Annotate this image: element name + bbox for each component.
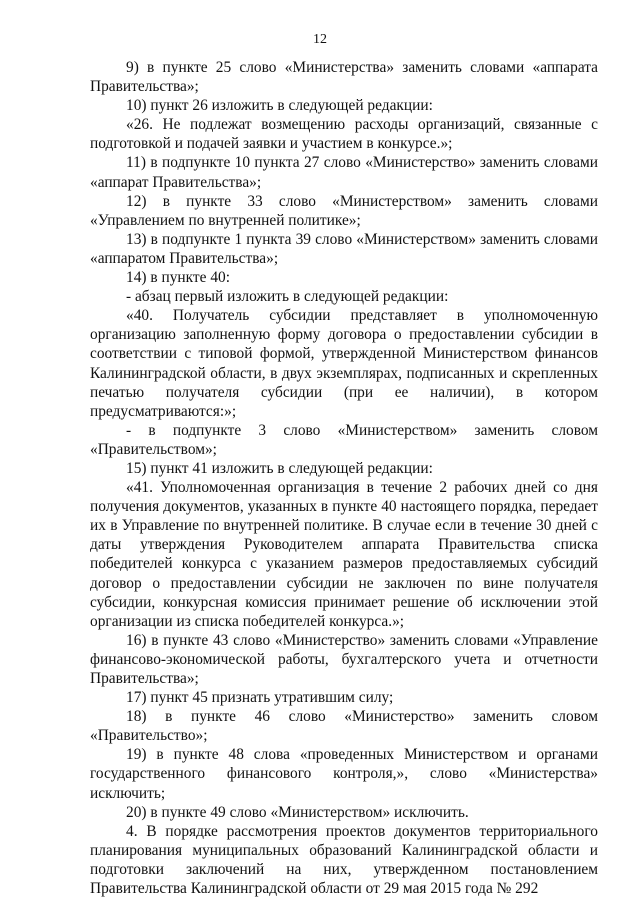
paragraph-item-13: 13) в подпункте 1 пункта 39 слово «Министерством» заменить словами «аппаратом Правительства»; xyxy=(90,230,598,267)
paragraph-item-18: 18) в пункте 46 слово «Министерство» заменить словом «Правительство»; xyxy=(90,708,598,745)
paragraph-item-14-dash-1: - абзац первый изложить в следующей редакции: xyxy=(126,288,449,306)
paragraph-item-11: 11) в подпункте 10 пункта 27 слово «Министерство» заменить словами «аппарат Правительства»; xyxy=(90,154,598,191)
paragraph-quote-26: «26. Не подлежат возмещению расходы организаций, связанные с подготовкой и подачей заявки и участием в конкурсе.»; xyxy=(90,116,598,153)
paragraph-item-12: 12) в пункте 33 слово «Министерством» заменить словами «Управлением по внутренней политике»; xyxy=(90,192,598,229)
paragraph-item-17: 17) пункт 45 признать утратившим силу; xyxy=(126,689,394,707)
paragraph-item-20: 20) в пункте 49 слово «Министерством» исключить. xyxy=(126,803,469,821)
paragraph-item-10: 10) пункт 26 изложить в следующей редакции: xyxy=(126,97,433,115)
paragraph-quote-41: «41. Уполномоченная организация в течение 2 рабочих дней со дня получения документов, указанных в пункте 40 настоящего порядка, передает их в Управление по внутренней политике. В случае если в течение 30 дней с даты утверждения Руководителем аппарата Правительства списка победителей конкурса с указанием размеров предоставляемых субсидий договор о предоставлении субсидии не заключен по вине получателя субсидии, конкурсная комиссия принимает решение об исключении этой организации из списка победителей конкурса.»; xyxy=(90,479,598,630)
page-number: 12 xyxy=(313,32,327,47)
paragraph-item-9: 9) в пункте 25 слово «Министерства» заменить словами «аппарата Правительства»; xyxy=(90,59,598,96)
document-body xyxy=(90,58,598,898)
paragraph-section-4: 4. В порядке рассмотрения проектов документов территориального планирования муниципальных образований Калининградской области и подготовки заключений на них, утвержденном постановлением Правительства Калининградской области от 29 мая 2015 года № 292 xyxy=(90,822,598,898)
paragraph-item-16: 16) в пункте 43 слово «Министерство» заменить словами «Управление финансово-экономической работы, бухгалтерского учета и отчетности Правительства»; xyxy=(90,631,598,687)
paragraph-item-14-dash-2: - в подпункте 3 слово «Министерством» заменить словом «Правительством»; xyxy=(90,421,598,458)
paragraph-item-15: 15) пункт 41 изложить в следующей редакции: xyxy=(126,459,433,477)
paragraph-quote-40: «40. Получатель субсидии представляет в уполномоченную организацию заполненную форму договора о предоставлении субсидии в соответствии с типовой формой, утвержденной Министерством финансов Калининградской области, в двух экземплярах, подписанных и скрепленных печатью получателя субсидии (при ее наличии), в котором предусматриваются:»; xyxy=(90,307,598,420)
paragraph-item-14: 14) в пункте 40: xyxy=(126,269,230,287)
paragraph-item-19: 19) в пункте 48 слова «проведенных Министерством и органами государственного финансового контроля,», слово «Министерства» исключить; xyxy=(90,746,598,802)
